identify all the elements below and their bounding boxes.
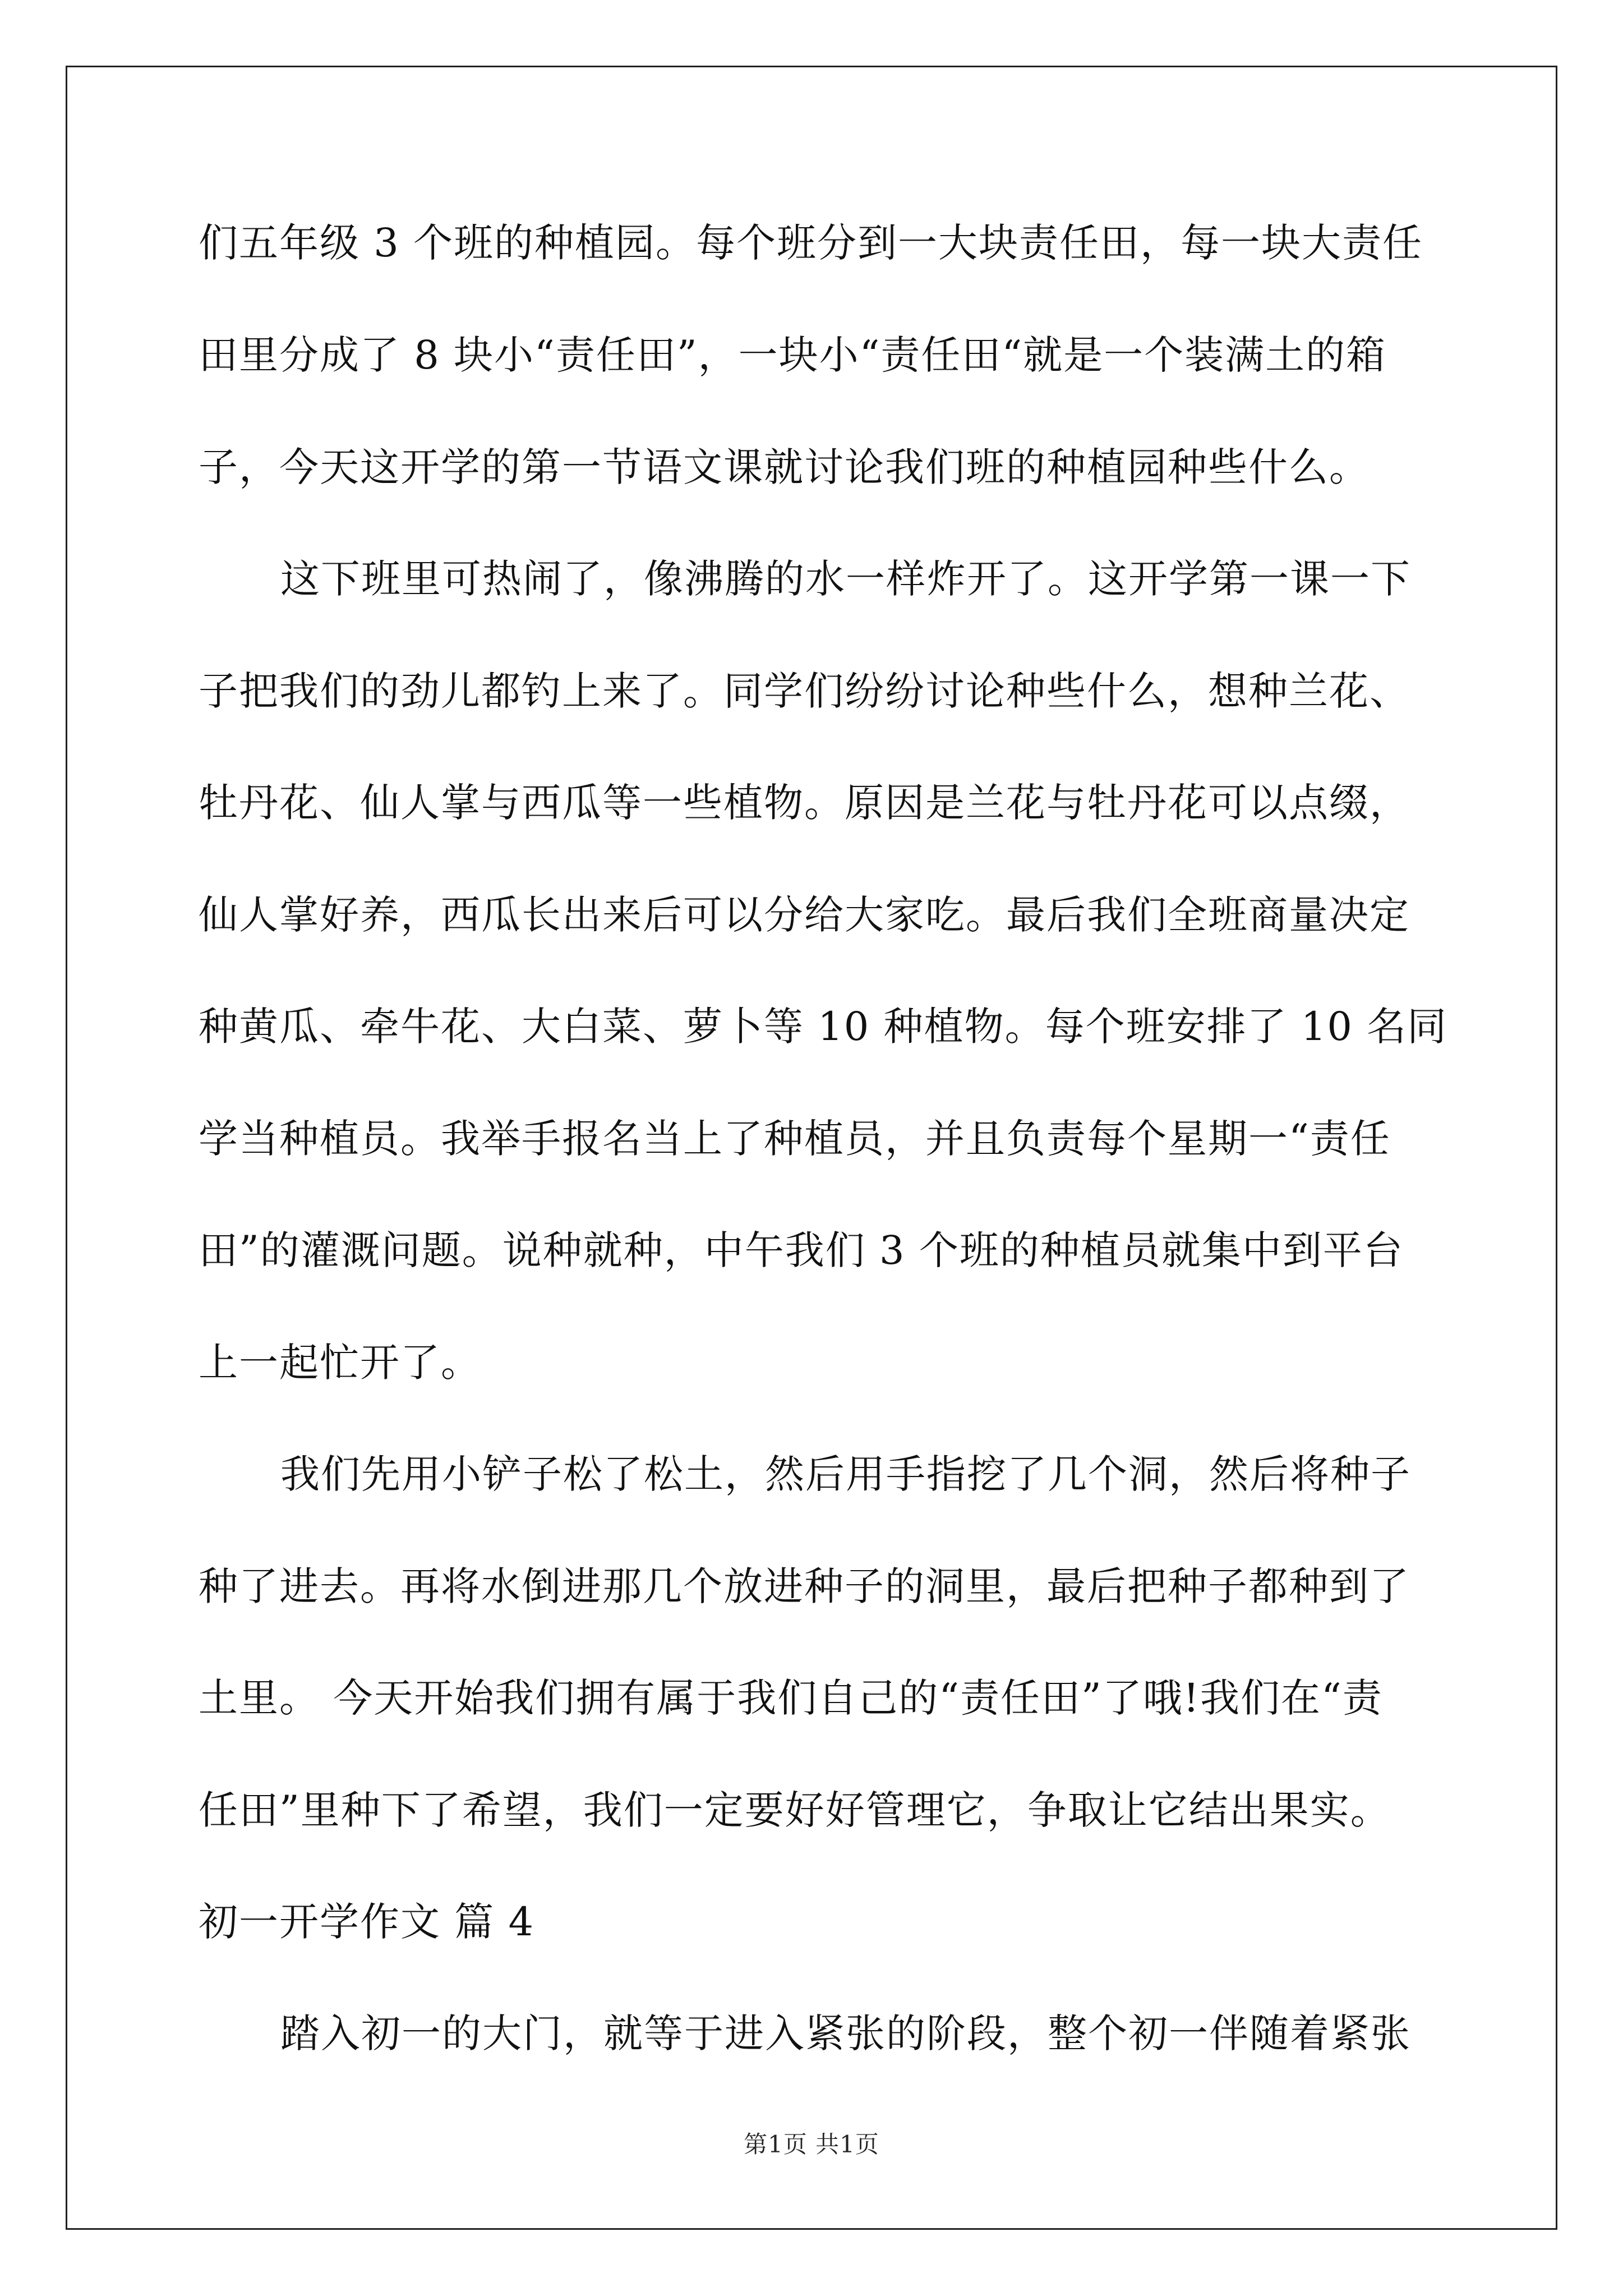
text-line: 仙人掌好养，西瓜长出来后可以分给大家吃。最后我们全班商量决定 bbox=[199, 892, 1410, 938]
page-footer: 第1页 共1页 bbox=[744, 2131, 879, 2158]
text-line: 牡丹花、仙人掌与西瓜等一些植物。原因是兰花与牡丹花可以点缀， bbox=[199, 780, 1410, 826]
text-line: 学当种植员。我举手报名当上了种植员，并且负责每个星期一“责任 bbox=[199, 1116, 1391, 1162]
section-heading: 初一开学作文 篇 4 bbox=[199, 1899, 535, 1945]
text-line: 土里。 今天开始我们拥有属于我们自己的“责任田”了哦!我们在“责 bbox=[199, 1675, 1383, 1721]
text-line: 们五年级 3 个班的种植园。每个班分到一大块责任田，每一块大责任 bbox=[199, 220, 1423, 266]
text-line: 种黄瓜、牵牛花、大白菜、萝卜等 10 种植物。每个班安排了 10 名同 bbox=[199, 1004, 1448, 1050]
text-line: 上一起忙开了。 bbox=[199, 1340, 481, 1386]
text-line: 子把我们的劲儿都钓上来了。同学们纷纷讨论种些什么，想种兰花、 bbox=[199, 668, 1410, 714]
text-line: 这下班里可热闹了，像沸腾的水一样炸开了。这开学第一课一下 bbox=[280, 556, 1411, 602]
text-line: 田里分成了 8 块小“责任田”，一块小“责任田“就是一个装满土的箱 bbox=[199, 332, 1387, 378]
text-line: 踏入初一的大门，就等于进入紧张的阶段，整个初一伴随着紧张 bbox=[280, 2010, 1411, 2056]
text-line: 我们先用小铲子松了松土，然后用手指挖了几个洞，然后将种子 bbox=[280, 1451, 1411, 1497]
text-line: 子，今天这开学的第一节语文课就讨论我们班的种植园种些什么。 bbox=[199, 444, 1370, 490]
text-line: 种了进去。再将水倒进那几个放进种子的洞里，最后把种子都种到了 bbox=[199, 1563, 1410, 1609]
text-line: 任田”里种下了希望，我们一定要好好管理它，争取让它结出果实。 bbox=[199, 1787, 1391, 1833]
text-line: 田”的灌溉问题。说种就种，中午我们 3 个班的种植员就集中到平台 bbox=[199, 1227, 1404, 1273]
